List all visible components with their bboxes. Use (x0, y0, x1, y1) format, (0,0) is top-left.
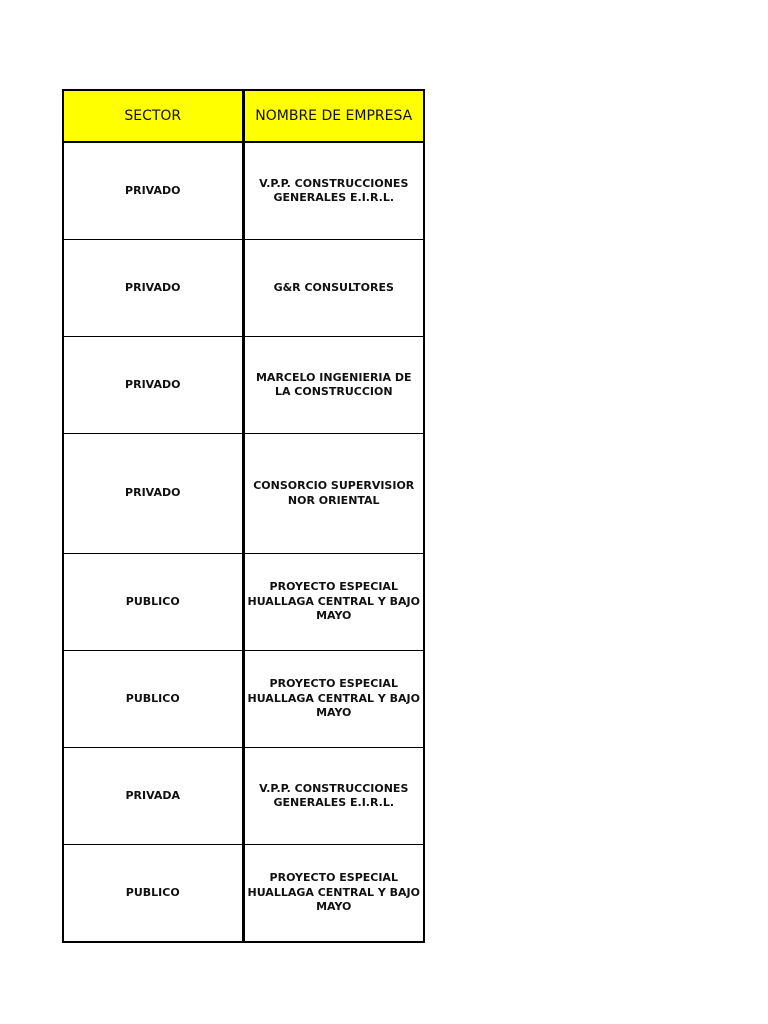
table-row (63, 748, 424, 845)
cell-sector: PRIVADO (63, 142, 243, 240)
cell-sector: PRIVADO (63, 240, 243, 337)
cell-sector: PRIVADA (63, 748, 243, 845)
company-sector-table (62, 89, 425, 943)
cell-empresa: PROYECTO ESPECIAL HUALLAGA CENTRAL Y BAJO MAYO (243, 845, 424, 943)
table-row (63, 337, 424, 434)
table-row (63, 240, 424, 337)
cell-empresa: V.P.P. CONSTRUCCIONES GENERALES E.I.R.L. (243, 142, 424, 240)
table-row (63, 651, 424, 748)
cell-empresa: G&R CONSULTORES (243, 240, 424, 337)
header-nombre-empresa: NOMBRE DE EMPRESA (243, 90, 424, 142)
cell-sector: PRIVADO (63, 337, 243, 434)
cell-sector: PUBLICO (63, 554, 243, 651)
cell-sector: PRIVADO (63, 434, 243, 554)
table-row (63, 845, 424, 943)
cell-empresa: CONSORCIO SUPERVISIOR NOR ORIENTAL (243, 434, 424, 554)
cell-sector: PUBLICO (63, 651, 243, 748)
cell-sector: PUBLICO (63, 845, 243, 943)
header-row (63, 90, 424, 142)
table-row (63, 142, 424, 240)
cell-empresa: MARCELO INGENIERIA DE LA CONSTRUCCION (243, 337, 424, 434)
table-row (63, 434, 424, 554)
table-row (63, 554, 424, 651)
header-sector: SECTOR (63, 90, 243, 142)
cell-empresa: PROYECTO ESPECIAL HUALLAGA CENTRAL Y BAJO MAYO (243, 651, 424, 748)
cell-empresa: PROYECTO ESPECIAL HUALLAGA CENTRAL Y BAJO MAYO (243, 554, 424, 651)
cell-empresa: V.P.P. CONSTRUCCIONES GENERALES E.I.R.L. (243, 748, 424, 845)
